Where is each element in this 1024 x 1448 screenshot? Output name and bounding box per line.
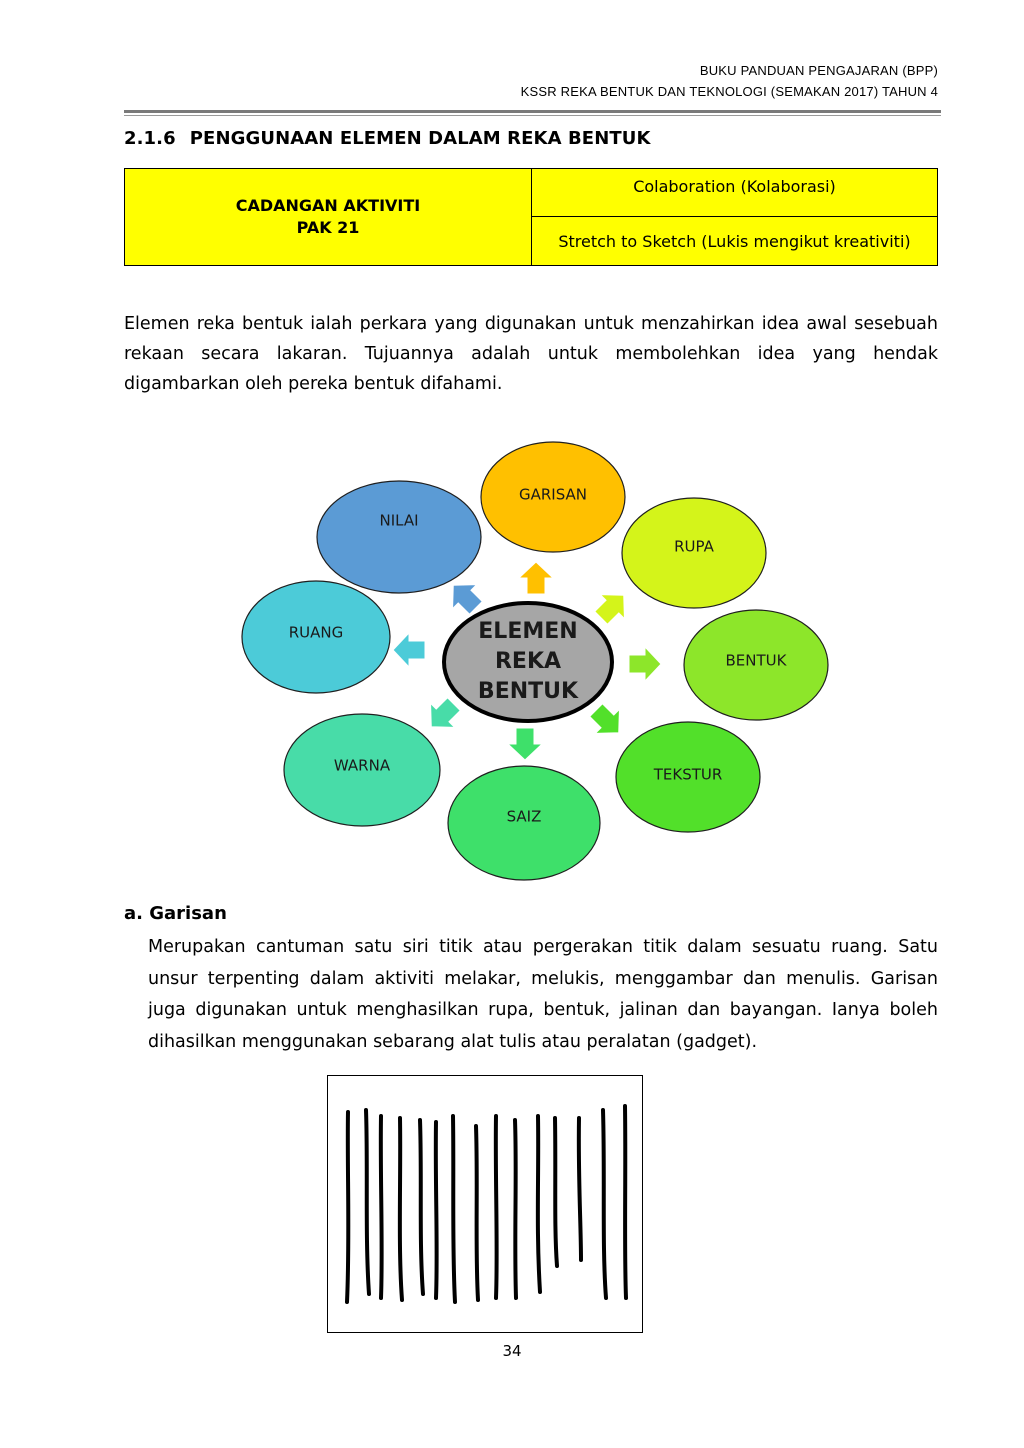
center-node-label: REKA <box>494 649 562 674</box>
activity-item-collaboration: Colaboration (Kolaborasi) <box>532 169 937 217</box>
element-node-label: RUANG <box>288 623 344 642</box>
header-book-title: BUKU PANDUAN PENGAJARAN (BPP) <box>699 63 938 78</box>
activity-item-stretch-to-sketch: Stretch to Sketch (Lukis mengikut kreativiti) <box>558 231 911 251</box>
activity-label-cell <box>125 169 532 265</box>
center-node-label: BENTUK <box>477 679 579 704</box>
element-node-nilai <box>317 481 481 593</box>
section-title-text: PENGGUNAAN ELEMEN DALAM REKA BENTUK <box>189 128 651 149</box>
element-node-label: WARNA <box>333 756 391 775</box>
element-node-label: NILAI <box>379 511 419 530</box>
hand-drawn-lines-illustration <box>328 1076 642 1332</box>
page-number: 34 <box>502 1342 522 1360</box>
connector-arrow <box>584 698 631 745</box>
garisan-paragraph: Merupakan cantuman satu siri titik atau pergerakan titik dalam sesuatu ruang. Satu unsur terpenting dalam aktiviti melakar, melukis, menggambar dan menulis. Garisan juga digunakan untuk menghasilkan rupa, bentuk, jalinan dan bayangan. Ianya boleh dihasilkan menggunakan sebarang alat tulis atau peralatan (gadget). <box>148 937 938 1052</box>
activity-label-line1: CADANGAN AKTIVITI <box>235 196 421 215</box>
activity-label-line2: PAK 21 <box>296 218 360 237</box>
center-node-label: ELEMEN <box>478 619 578 644</box>
header-divider-thin <box>124 115 941 116</box>
connector-arrow <box>519 562 553 594</box>
header-subject: KSSR REKA BENTUK DAN TEKNOLOGI (SEMAKAN 2017) TAHUN 4 <box>520 84 938 99</box>
connector-arrow <box>589 583 636 630</box>
section-number: 2.1.6 <box>124 128 176 149</box>
element-node-label: TEKSTUR <box>653 765 723 784</box>
intro-paragraph: Elemen reka bentuk ialah perkara yang digunakan untuk menzahirkan idea awal sesebuah rekaan secara lakaran. Tujuannya adalah untuk membolehkan idea yang hendak digambarkan oleh pereka bentuk difahami. <box>124 314 938 394</box>
activity-table <box>124 168 938 266</box>
connector-arrow <box>508 728 542 760</box>
element-node-label: SAIZ <box>506 807 542 826</box>
element-node-label: RUPA <box>674 537 714 556</box>
line-sketch-figure <box>327 1075 643 1333</box>
connector-arrow <box>393 633 425 667</box>
header-divider <box>124 110 941 113</box>
element-node-label: GARISAN <box>518 485 588 504</box>
connector-arrow <box>419 692 466 739</box>
element-node-label: BENTUK <box>725 651 787 670</box>
garisan-heading: a. Garisan <box>124 903 227 924</box>
connector-arrow <box>629 647 661 681</box>
design-elements-diagram <box>230 440 840 890</box>
section-title <box>124 128 651 149</box>
